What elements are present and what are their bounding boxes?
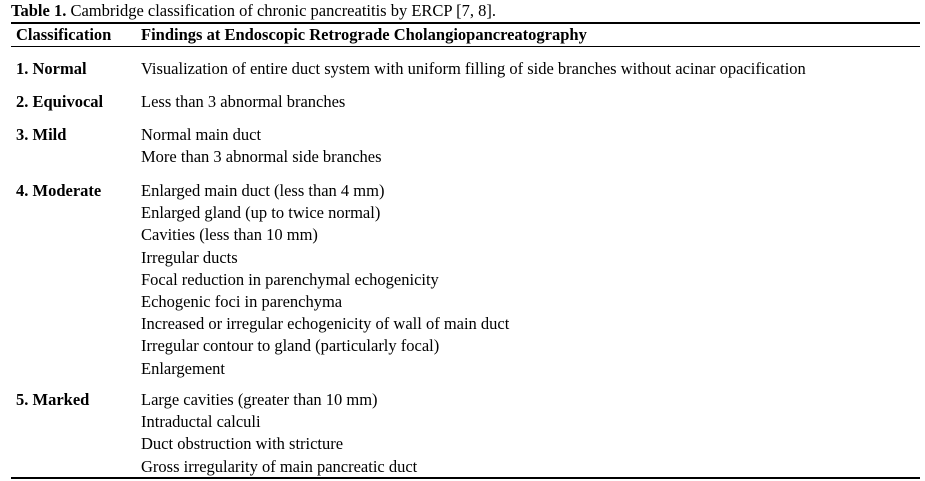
table-top-rule [11, 22, 920, 24]
table-caption-label: Table 1. [11, 1, 67, 20]
finding-item: Increased or irregular echogenicity of wall of main duct [141, 314, 510, 334]
row-classification: 1. Normal [16, 59, 87, 78]
finding-item: Less than 3 abnormal branches [141, 92, 346, 111]
row-classification: 3. Mild [16, 125, 67, 144]
table-caption [11, 1, 496, 21]
table-header [0, 25, 925, 45]
row-findings [141, 389, 417, 478]
finding-item: Focal reduction in parenchymal echogenicity [141, 269, 439, 289]
finding-item: Cavities (less than 10 mm) [141, 225, 318, 245]
row-findings [141, 124, 382, 168]
row-findings [141, 180, 509, 380]
row-findings [141, 91, 345, 113]
finding-item: Enlarged main duct (less than 4 mm) [141, 181, 385, 200]
row-classification: 5. Marked [16, 390, 90, 409]
finding-item: Normal main duct [141, 125, 262, 144]
table-caption-text: Cambridge classification of chronic pancreatitis by ERCP [7, 8]. [66, 1, 496, 20]
row-classification: 4. Moderate [16, 181, 102, 200]
row-findings [141, 58, 806, 80]
row-classification: 2. Equivocal [16, 92, 104, 111]
finding-item: Echogenic foci in parenchyma [141, 292, 343, 312]
finding-item: Large cavities (greater than 10 mm) [141, 390, 378, 409]
header-findings: Findings at Endoscopic Retrograde Cholangiopancreatography [141, 25, 587, 44]
finding-item: Enlargement [141, 358, 225, 378]
finding-item: Gross irregularity of main pancreatic duct [141, 456, 418, 476]
finding-item: Irregular contour to gland (particularly focal) [141, 336, 440, 356]
finding-item: Visualization of entire duct system with uniform filling of side branches without acinar opacification [141, 59, 806, 78]
finding-item: Enlarged gland (up to twice normal) [141, 203, 381, 223]
finding-item: Irregular ducts [141, 247, 238, 267]
table-bottom-rule [11, 477, 920, 479]
header-classification: Classification [16, 25, 112, 44]
finding-item: More than 3 abnormal side branches [141, 147, 382, 167]
finding-item: Duct obstruction with stricture [141, 434, 344, 454]
finding-item: Intraductal calculi [141, 412, 261, 432]
table-header-rule [11, 46, 920, 47]
